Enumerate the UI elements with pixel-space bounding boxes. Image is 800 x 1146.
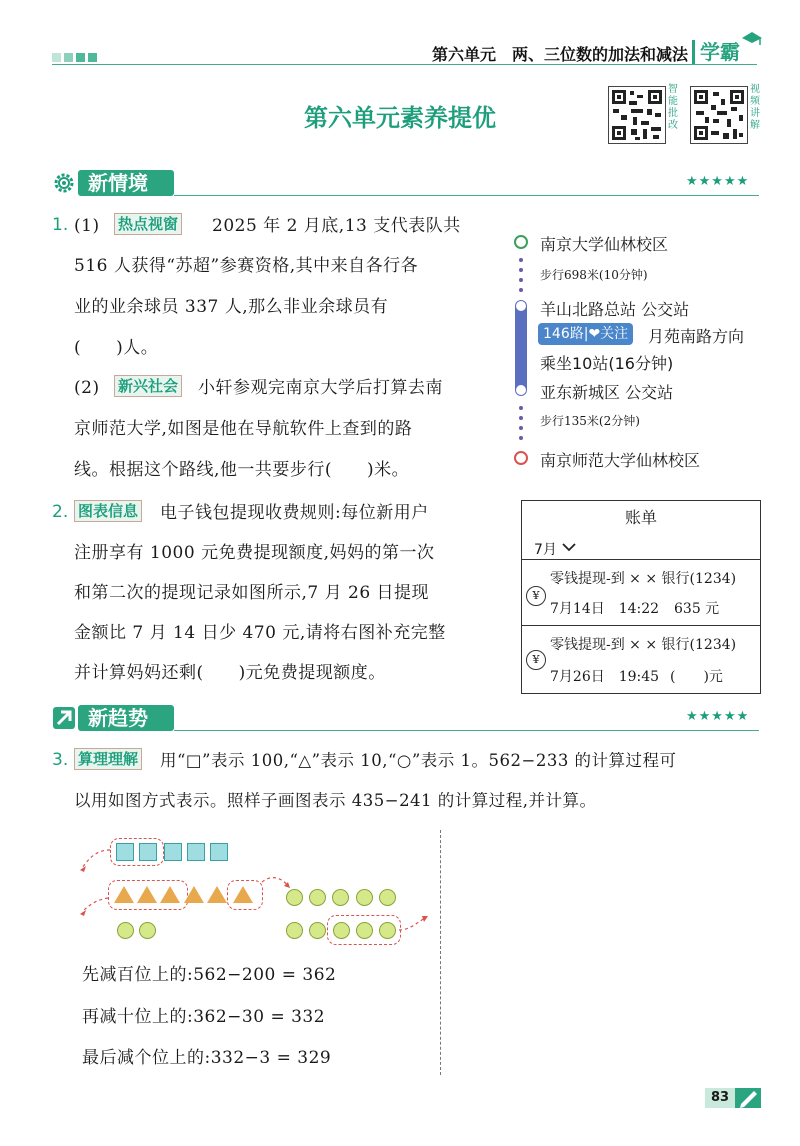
bill-panel	[521, 500, 761, 694]
question-text-line: 电子钱包提现收费规则:每位新用户	[160, 503, 429, 523]
record-amount: 635 元	[674, 601, 720, 617]
yen-icon: ¥	[526, 650, 546, 670]
question-number: 3.	[52, 750, 69, 770]
section-rule	[174, 195, 759, 196]
route-walk-segment: 步行135米(2分钟)	[540, 414, 640, 428]
difficulty-stars: ★★★★★	[686, 709, 750, 724]
qr-label-grading: 智能批改	[668, 84, 678, 131]
bill-title: 账单	[624, 508, 657, 527]
topic-tag: 算理理解	[74, 748, 142, 770]
qr-code-grading[interactable]	[608, 86, 666, 144]
question-text-line: 516 人获得“苏超”参赛资格,其中来自各行各	[74, 256, 419, 276]
section-title: 新情境	[88, 171, 148, 195]
page-number: 83	[705, 1088, 735, 1108]
pencil-icon	[735, 1086, 761, 1110]
question-text-line: 和第二次的提现记录如图所示,7 月 26 日提现	[74, 583, 430, 603]
question-text-line: 金额比 7 月 14 日少 470 元,请将右图补充完整	[74, 623, 446, 643]
answer-blank-line: ( )人。	[74, 338, 159, 358]
brand-logo: 学霸	[700, 40, 740, 64]
yen-icon: ¥	[526, 586, 546, 606]
question-part-label: (2)	[74, 378, 100, 398]
section-title: 新趋势	[88, 706, 148, 730]
calculation-step: 先减百位上的:562−200 = 362	[82, 965, 337, 985]
route-ride: 乘坐10站(16分钟)	[540, 354, 674, 373]
topic-tag: 新兴社会	[114, 375, 182, 397]
difficulty-stars: ★★★★★	[686, 174, 750, 189]
question-text-line: 2025 年 2 月底,13 支代表队共	[212, 216, 461, 236]
question-text-line: 用“□”表示 100,“△”表示 10,“○”表示 1。562−233 的计算过程可	[160, 751, 677, 770]
gear-icon	[52, 171, 76, 195]
month-selector-label[interactable]: 7月	[534, 542, 557, 558]
bill-record[interactable]	[522, 625, 760, 692]
calculation-step: 再减十位上的:362−30 = 332	[82, 1007, 326, 1027]
route-bus-stop: 羊山北路总站 公交站	[540, 300, 690, 319]
question-number: 1.	[52, 215, 69, 235]
topic-tag: 热点视窗	[114, 213, 182, 235]
trend-arrow-icon	[52, 706, 76, 730]
qr-label-video: 视频讲解	[750, 84, 760, 131]
brand-divider	[692, 40, 695, 64]
qr-code-video[interactable]	[690, 86, 748, 144]
bus-route-badge: 146路|❤关注	[538, 323, 633, 345]
record-description: 零钱提现-到 × × 银行(1234)	[550, 571, 737, 587]
question-text-line: 业的业余球员 337 人,那么非业余球员有	[74, 297, 389, 317]
route-end: 南京师范大学仙林校区	[540, 451, 701, 470]
section-header-new-situation	[78, 170, 174, 196]
question-text-line: 线。根据这个路线,他一共要步行( )米。	[74, 460, 410, 480]
question-text-line: 京师范大学,如图是他在导航软件上查到的路	[74, 419, 413, 439]
record-date: 7月14日 14:22	[550, 601, 660, 617]
route-line	[510, 232, 534, 472]
question-text-line: 注册享有 1000 元免费提现额度,妈妈的第一次	[74, 543, 435, 563]
route-walk-segment: 步行698米(10分钟)	[540, 268, 648, 282]
record-description: 零钱提现-到 × × 银行(1234)	[550, 637, 737, 653]
page-title: 第六单元素养提优	[304, 104, 496, 132]
route-direction: 月苑南路方向	[648, 327, 745, 346]
record-date: 7月26日 19:45	[550, 669, 660, 685]
unit-title: 第六单元 两、三位数的加法和减法	[431, 45, 688, 64]
graduation-cap-icon	[740, 30, 764, 46]
header-rule	[52, 64, 757, 65]
section-header-new-trend	[78, 705, 174, 731]
section-rule	[174, 730, 759, 731]
question-text-line: 小轩参观完南京大学后打算去南	[198, 378, 443, 398]
question-number: 2.	[52, 502, 69, 522]
question-part-label: (1)	[74, 216, 100, 236]
bill-record[interactable]	[522, 559, 760, 626]
regroup-arrows	[60, 830, 440, 950]
question-text-line: 并计算妈妈还剩( )元免费提现额度。	[74, 663, 386, 683]
question-text-line: 以用如图方式表示。照样子画图表示 435−241 的计算过程,并计算。	[74, 791, 597, 810]
work-area-divider	[440, 830, 441, 1075]
chevron-down-icon[interactable]	[561, 542, 577, 552]
record-amount-blank: ( )元	[670, 669, 723, 685]
calculation-step: 最后减个位上的:332−3 = 329	[82, 1048, 332, 1068]
topic-tag: 图表信息	[74, 500, 142, 522]
route-start: 南京大学仙林校区	[540, 235, 669, 254]
route-bus-stop: 亚东新城区 公交站	[540, 383, 674, 402]
